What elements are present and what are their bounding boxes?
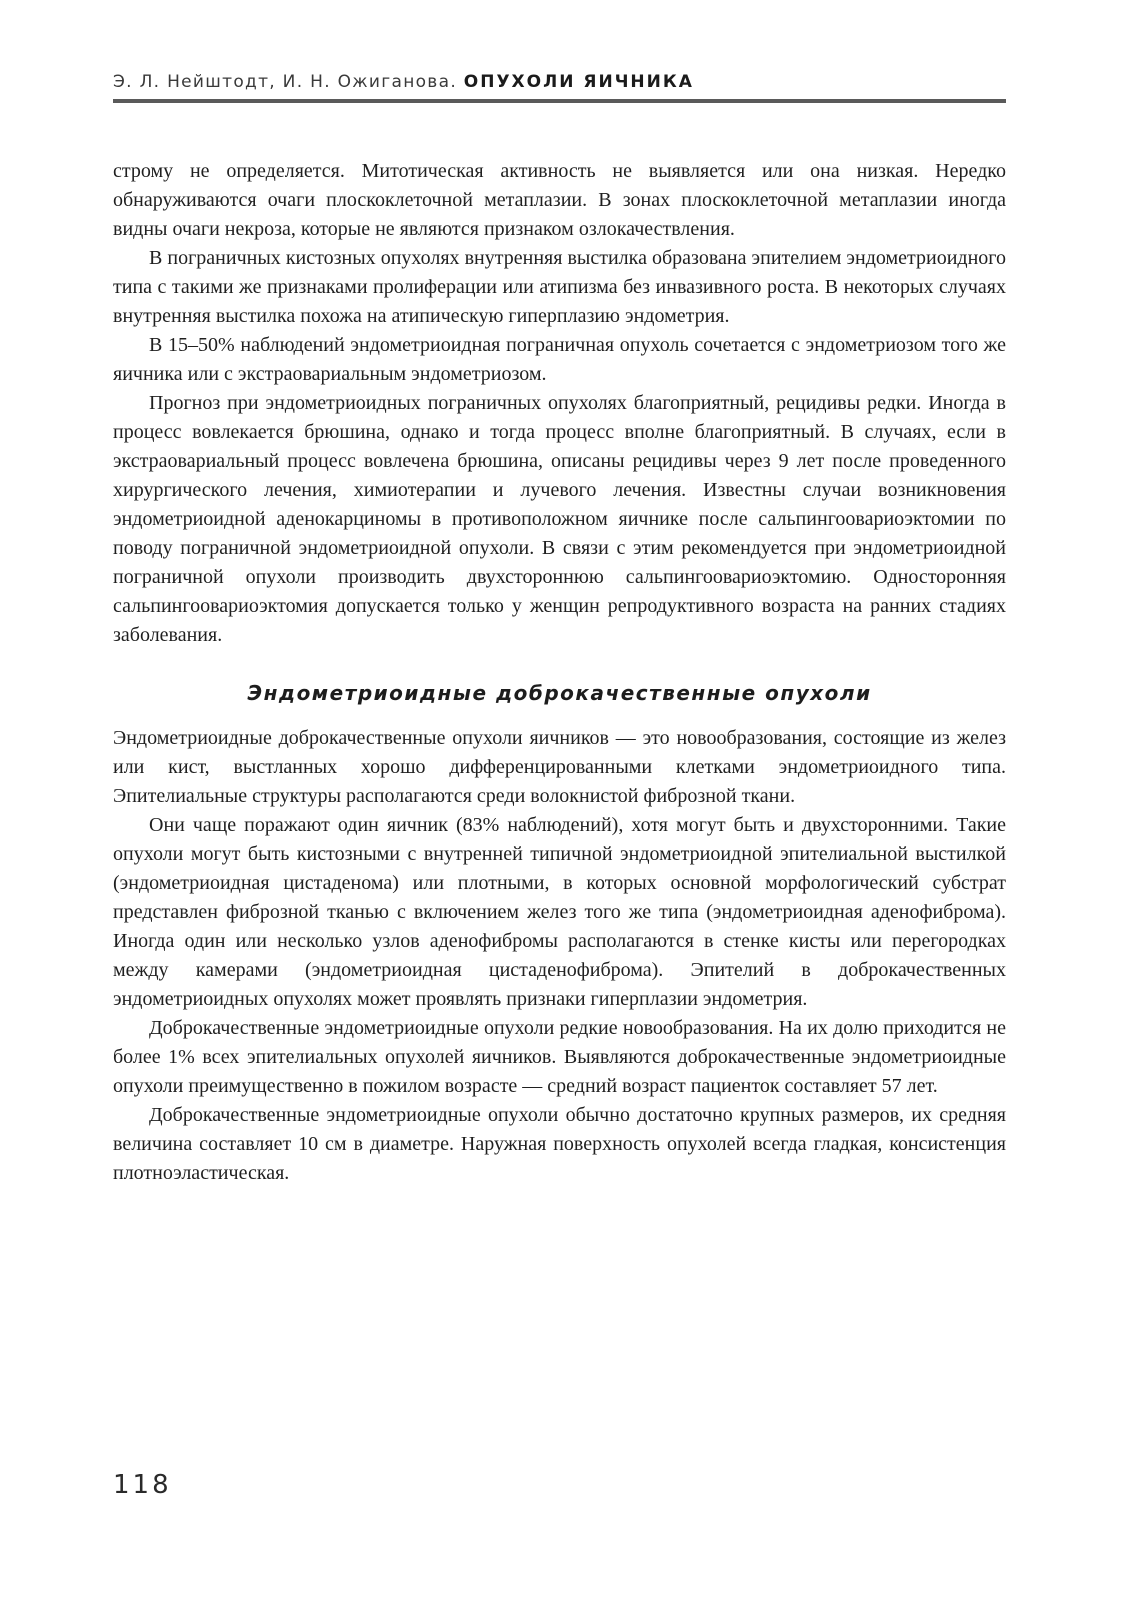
- section-heading: Эндометриоидные доброкачественные опухоли: [247, 681, 872, 705]
- paragraph: Они чаще поражают один яичник (83% наблюдений), хотя могут быть и двухсторонними. Такие опухоли могут быть кистозными с внутренней типичной эндометриоидной эпителиальной выстилкой (эндометриоидная цистаденома) или плотными, в которых основной морфологический субстрат представлен фиброзной тканью с включением желез того же типа (эндометриоидная аденофиброма). Иногда один или несколько узлов аденофибромы располагаются в стенке кисты или перегородках между камерами (эндометриоидная цистаденофиброма). Эпителий в доброкачественных эндометриоидных опухолях может проявлять признаки гиперплазии эндометрия.: [113, 814, 1006, 1010]
- paragraph: В 15–50% наблюдений эндометриоидная пограничная опухоль сочетается с эндометриозом того же яичника или с экстраовариальным эндометриозом.: [113, 334, 1006, 385]
- paragraph: В пограничных кистозных опухолях внутренняя выстилка образована эпителием эндометриоидного типа с такими же признаками пролиферации или атипизма без инвазивного роста. В некоторых случаях внутренняя выстилка похожа на атипическую гиперплазию эндометрия.: [113, 247, 1006, 327]
- body-text: [113, 157, 1006, 1188]
- page-number: 118: [113, 1470, 172, 1500]
- header-rule: [113, 99, 1006, 103]
- paragraph: Доброкачественные эндометриоидные опухоли обычно достаточно крупных размеров, их средняя величина составляет 10 см в диаметре. Наружная поверхность опухолей всегда гладкая, консистенция плотноэластическая.: [113, 1104, 1006, 1184]
- paragraph: строму не определяется. Митотическая активность не выявляется или она низкая. Нередко обнаруживаются очаги плоскоклеточной метаплазии. В зонах плоскоклеточной метаплазии иногда видны очаги некроза, которые не являются признаком озлокачествления.: [113, 160, 1006, 240]
- header-authors: Э. Л. Нейштодт, И. Н. Ожиганова.: [113, 72, 458, 92]
- paragraph: Доброкачественные эндометриоидные опухоли редкие новообразования. На их долю приходится не более 1% всех эпителиальных опухолей яичников. Выявляются доброкачественные эндометриоидные опухоли преимущественно в пожилом возрасте — средний возраст пациенток составляет 57 лет.: [113, 1017, 1006, 1097]
- running-header: [113, 72, 1006, 92]
- paragraph: Прогноз при эндометриоидных пограничных опухолях благоприятный, рецидивы редки. Иногда в процесс вовлекается брюшина, однако и тогда процесс вполне благоприятный. В случаях, если в экстраовариальный процесс вовлечена брюшина, описаны рецидивы через 9 лет после проведенного хирургического лечения, химиотерапии и лучевого лечения. Известны случаи возникновения эндометриоидной аденокарциномы в противоположном яичнике после сальпингоовариоэктомии по поводу пограничной эндометриоидной опухоли. В связи с этим рекомендуется при эндометриоидной пограничной опухоли производить двухстороннюю сальпингоовариоэктомию. Односторонняя сальпингоовариоэктомия допускается только у женщин репродуктивного возраста на ранних стадиях заболевания.: [113, 392, 1006, 646]
- header-book-title: ОПУХОЛИ ЯИЧНИКА: [463, 72, 694, 92]
- paragraph: Эндометриоидные доброкачественные опухоли яичников — это новообразования, состоящие из желез или кист, выстланных хорошо дифференцированными клетками эндометриоидного типа. Эпителиальные структуры располагаются среди волокнистой фиброзной ткани.: [113, 727, 1006, 807]
